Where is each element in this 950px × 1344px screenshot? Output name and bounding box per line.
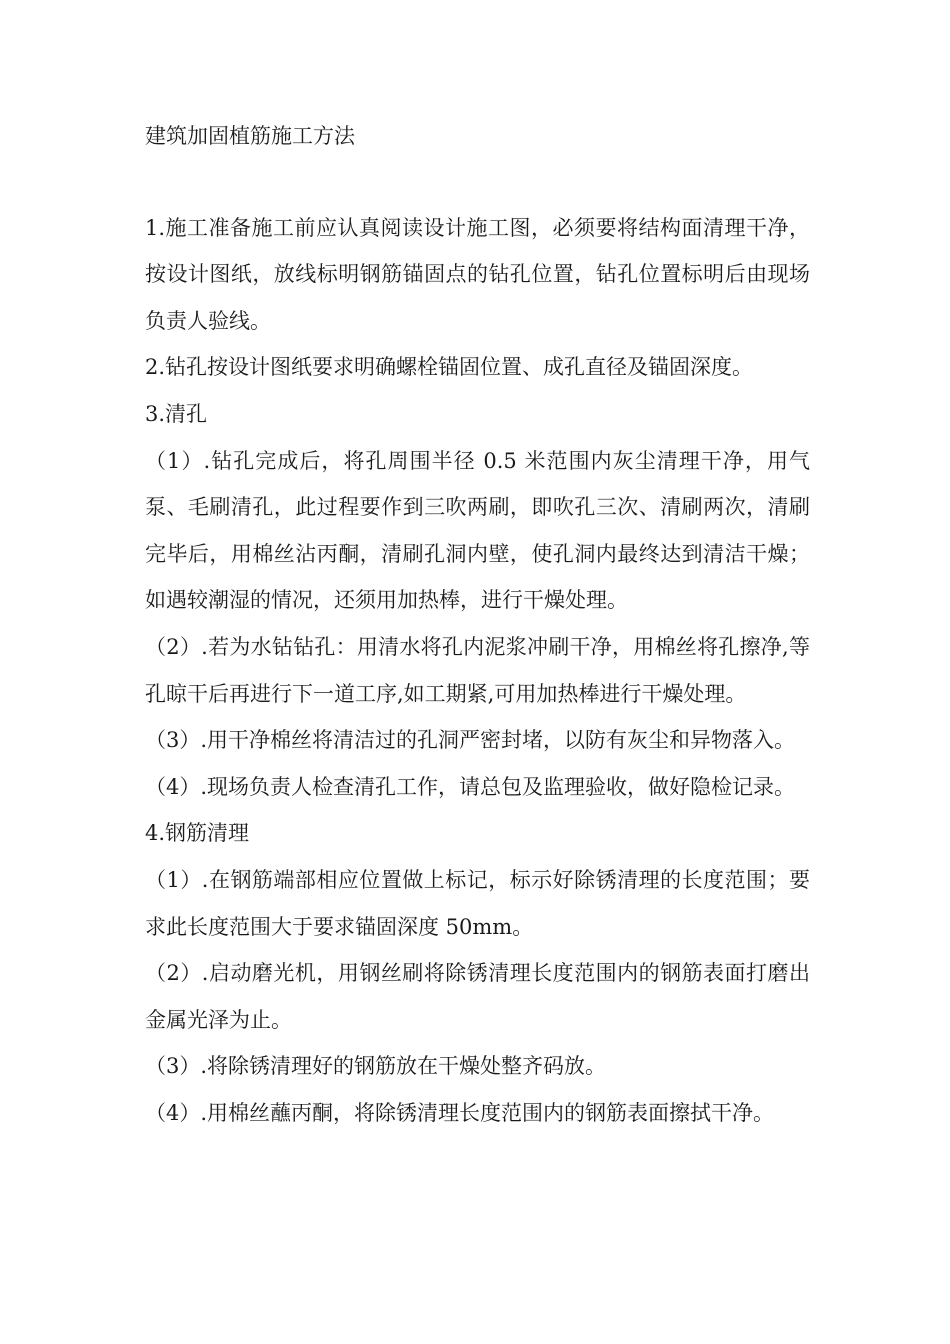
paragraph-rebar-cleaning-4: （4）.用棉丝蘸丙酮，将除锈清理长度范围内的钢筋表面擦拭干净。 xyxy=(145,1100,775,1125)
paragraph-hole-cleaning-1: （1）.钻孔完成后，将孔周围半径 0.5 米范围内灰尘清理干净，用气泵、毛刷清孔，此过程要作到三吹两刷，即吹孔三次、清刷两次，清刷完毕后，用棉丝沾丙酮，清刷孔洞内壁，使孔洞内最终达到清洁干燥；如遇较潮湿的情况，还须用加热棒，进行干燥处理。 xyxy=(145,448,810,613)
paragraph-construction-prep: 1.施工准备施工前应认真阅读设计施工图，必须要将结构面清理干净，按设计图纸，放线标明钢筋锚固点的钻孔位置，钻孔位置标明后由现场负责人验线。 xyxy=(145,215,810,333)
paragraph-rebar-cleaning-2: （2）.启动磨光机，用钢丝刷将除锈清理长度范围内的钢筋表面打磨出金属光泽为止。 xyxy=(145,961,810,1032)
section-heading-hole-cleaning: 3.清孔 xyxy=(145,401,208,426)
paragraph-hole-cleaning-4: （4）.现场负责人检查清孔工作，请总包及监理验收，做好隐检记录。 xyxy=(145,774,796,799)
paragraph-hole-cleaning-2: （2）.若为水钻钻孔：用清水将孔内泥浆冲刷干净，用棉丝将孔擦净,等孔晾干后再进行下一道工序,如工期紧,可用加热棒进行干燥处理。 xyxy=(145,634,810,706)
paragraph-hole-cleaning-3: （3）.用干净棉丝将清洁过的孔洞严密封堵，以防有灰尘和异物落入。 xyxy=(145,728,796,753)
paragraph-rebar-cleaning-1: （1）.在钢筋端部相应位置做上标记，标示好除锈清理的长度范围；要求此长度范围大于要求锚固深度 50mm。 xyxy=(145,867,810,939)
paragraph-drilling: 2.钻孔按设计图纸要求明确螺栓锚固位置、成孔直径及锚固深度。 xyxy=(145,355,754,380)
document-body xyxy=(145,113,810,1136)
document-title: 建筑加固植筋施工方法 xyxy=(145,124,355,148)
section-heading-rebar-cleaning: 4.钢筋清理 xyxy=(145,821,250,846)
paragraph-rebar-cleaning-3: （3）.将除锈清理好的钢筋放在干燥处整齐码放。 xyxy=(145,1054,607,1079)
